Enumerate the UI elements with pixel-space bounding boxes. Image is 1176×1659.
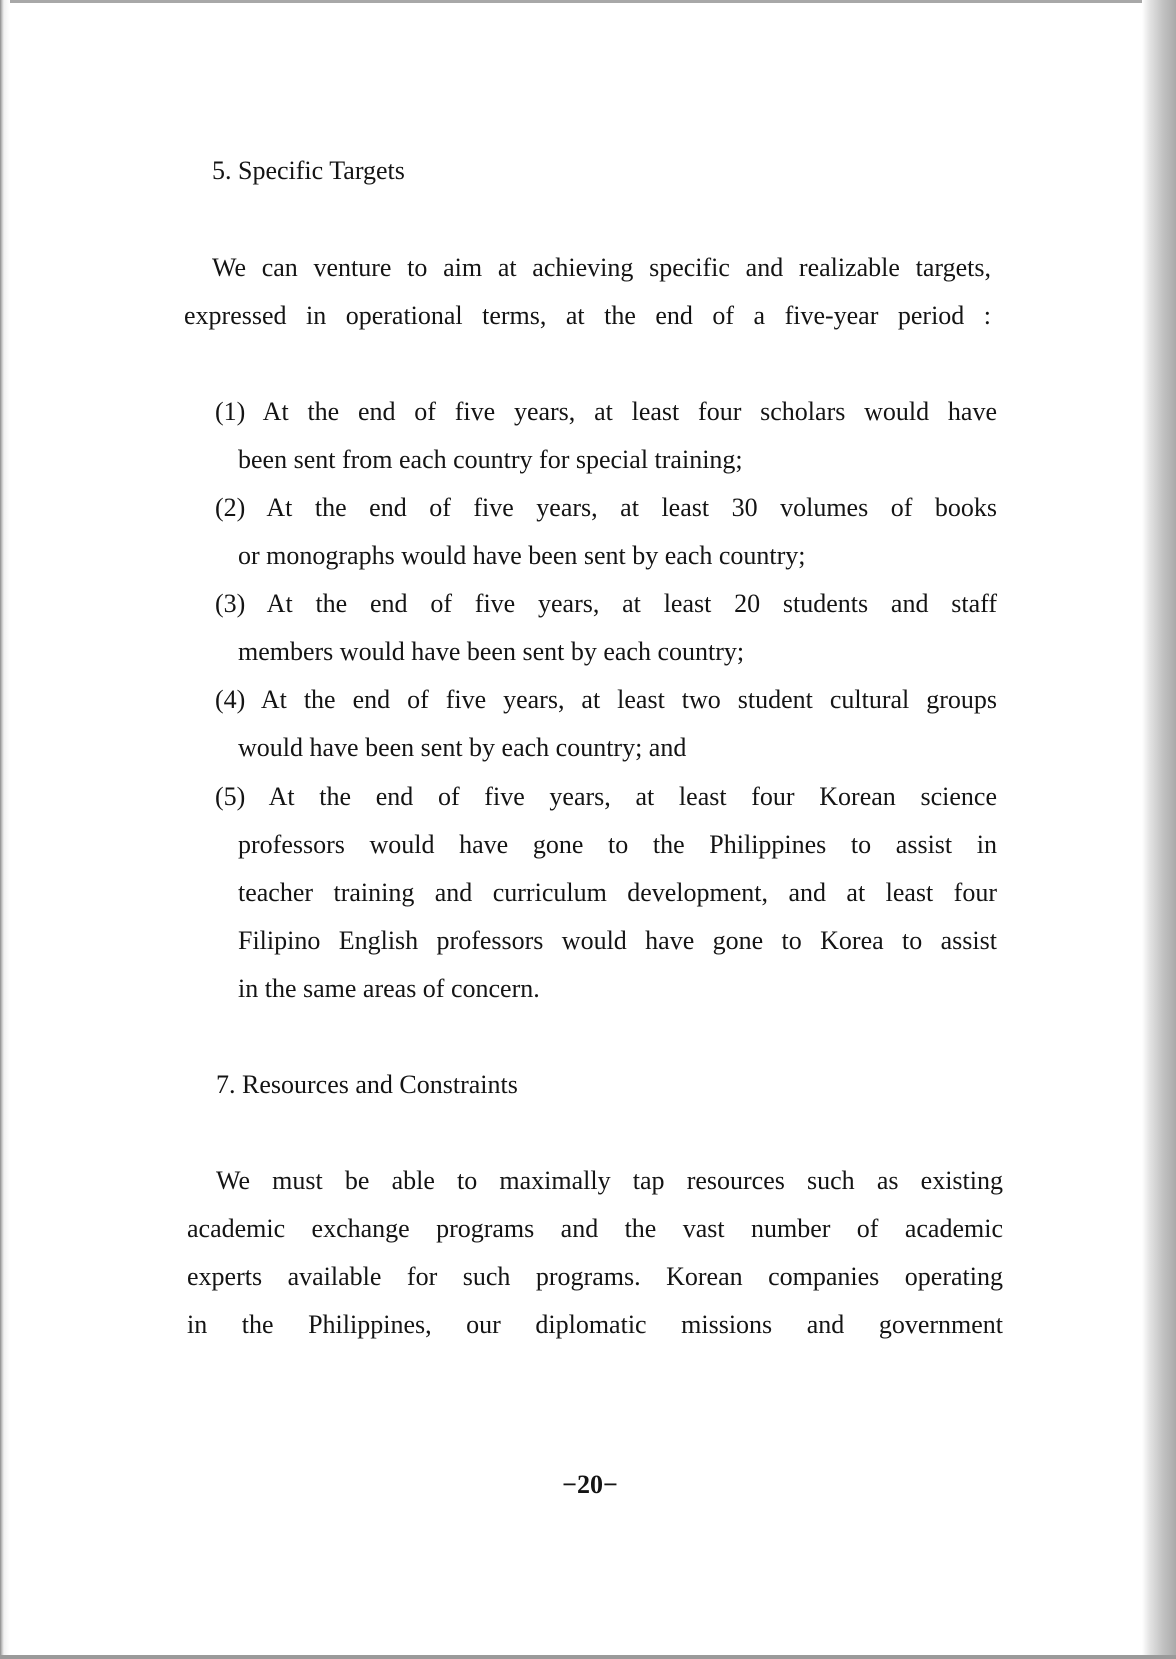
page-right-shadow bbox=[1142, 0, 1176, 1659]
list-item-line: (5) At the end of five years, at least four Korean science bbox=[215, 782, 997, 811]
page-bottom-edge bbox=[0, 1655, 1176, 1659]
paragraph-line: expressed in operational terms, at the end of a five-year period : bbox=[184, 301, 991, 330]
paragraph-line: academic exchange programs and the vast number of academic bbox=[187, 1214, 1003, 1243]
page-left-edge bbox=[0, 0, 10, 1659]
paragraph-line: in the Philippines, our diplomatic missions and government bbox=[187, 1310, 1003, 1339]
list-item-line: teacher training and curriculum development, and at least four bbox=[238, 878, 997, 907]
list-item-line: been sent from each country for special training; bbox=[238, 445, 743, 474]
list-item-line: (3) At the end of five years, at least 20 students and staff bbox=[215, 589, 997, 618]
paragraph-line: experts available for such programs. Korean companies operating bbox=[187, 1262, 1003, 1291]
list-item-line: (2) At the end of five years, at least 30 volumes of books bbox=[215, 493, 997, 522]
list-item-line: Filipino English professors would have gone to Korea to assist bbox=[238, 926, 997, 955]
list-item-line: members would have been sent by each country; bbox=[238, 637, 745, 666]
paragraph-line: We can venture to aim at achieving specific and realizable targets, bbox=[212, 253, 991, 282]
paragraph-line: We must be able to maximally tap resources such as existing bbox=[216, 1166, 1003, 1195]
page-top-edge bbox=[0, 0, 1176, 3]
list-item-line: (4) At the end of five years, at least two student cultural groups bbox=[215, 685, 997, 714]
list-item-line: or monographs would have been sent by each country; bbox=[238, 541, 806, 570]
list-item-line: professors would have gone to the Philippines to assist in bbox=[238, 830, 997, 859]
list-item-line: (1) At the end of five years, at least four scholars would have bbox=[215, 397, 997, 426]
section-7-heading: 7. Resources and Constraints bbox=[216, 1070, 518, 1099]
section-5-heading: 5. Specific Targets bbox=[212, 156, 405, 185]
list-item-line: would have been sent by each country; and bbox=[238, 733, 687, 762]
list-item-line: in the same areas of concern. bbox=[238, 974, 540, 1003]
page-number: −20− bbox=[562, 1470, 618, 1499]
